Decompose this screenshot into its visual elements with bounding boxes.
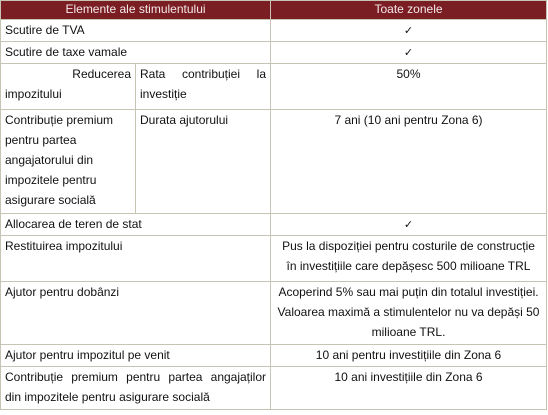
row-label-income-tax: Ajutor pentru impozitul pe venit — [1, 345, 271, 367]
row-label-premium-employer — [1, 110, 136, 214]
premium-social-line1: Contribuție premium pentru partea angajaților — [5, 370, 267, 384]
table-row — [1, 282, 547, 345]
header-all-zones: Toate zonele — [271, 1, 547, 20]
table-row — [1, 367, 547, 410]
row-label-refund: Restituirea impozitului — [1, 236, 271, 282]
contribution-rate-line1: Rata contribuției la — [140, 67, 267, 81]
table-row — [1, 20, 547, 42]
check-mark-icon: ✓ — [403, 218, 414, 231]
row-label-premium-social — [1, 367, 271, 410]
interest-line1: Acoperind 5% sau mai puțin din totalul investiției. — [278, 285, 539, 299]
tax-reduction-line1: Reducerea — [72, 67, 131, 81]
land-value — [271, 214, 547, 236]
customs-value — [271, 42, 547, 64]
table-row — [1, 42, 547, 64]
interest-line2: Valoarea maximă a stimulentelor nu va depăși 50 — [277, 305, 540, 319]
premium-social-line2: din impozitele pentru asigurare socială — [5, 390, 210, 404]
sublabel-aid-duration: Durata ajutorului — [136, 110, 271, 214]
tax-reduction-value: 50% — [271, 64, 547, 110]
premium-employer-line3: angajatorului din — [5, 153, 94, 167]
row-label-customs: Scutire de taxe vamale — [1, 42, 271, 64]
table-row — [1, 110, 547, 214]
header-incentive-elements: Elemente ale stimulentului — [1, 1, 271, 20]
premium-employer-line1: Contribuție premium — [5, 113, 114, 127]
refund-line2: în investițiile care depășesc 500 milioane TRL — [286, 259, 531, 273]
check-mark-icon: ✓ — [403, 46, 414, 59]
table-row — [1, 64, 547, 110]
refund-value — [271, 236, 547, 282]
row-label-tax-reduction — [1, 64, 136, 110]
contribution-rate-line2: investiție — [140, 87, 187, 101]
header-row — [1, 1, 547, 20]
vat-value — [271, 20, 547, 42]
premium-social-value: 10 ani investițiile din Zona 6 — [271, 367, 547, 410]
sublabel-contribution-rate — [136, 64, 271, 110]
table-row — [1, 214, 547, 236]
check-mark-icon: ✓ — [403, 24, 414, 37]
interest-line3: milioane TRL. — [371, 325, 446, 339]
tax-reduction-line2: impozitului — [5, 87, 62, 101]
table-row — [1, 236, 547, 282]
premium-employer-line5: asigurare socială — [5, 193, 96, 207]
row-label-interest: Ajutor pentru dobânzi — [1, 282, 271, 345]
income-tax-value: 10 ani pentru investițiile din Zona 6 — [271, 345, 547, 367]
premium-employer-line4: impozitele pentru — [5, 173, 97, 187]
refund-line1: Pus la dispoziției pentru costurile de construcție — [282, 239, 535, 253]
premium-employer-line2: pentru partea — [5, 133, 77, 147]
interest-value — [271, 282, 547, 345]
row-label-vat: Scutire de TVA — [1, 20, 271, 42]
row-label-land: Allocarea de teren de stat — [1, 214, 271, 236]
premium-employer-value: 7 ani (10 ani pentru Zona 6) — [271, 110, 547, 214]
table-row — [1, 345, 547, 367]
